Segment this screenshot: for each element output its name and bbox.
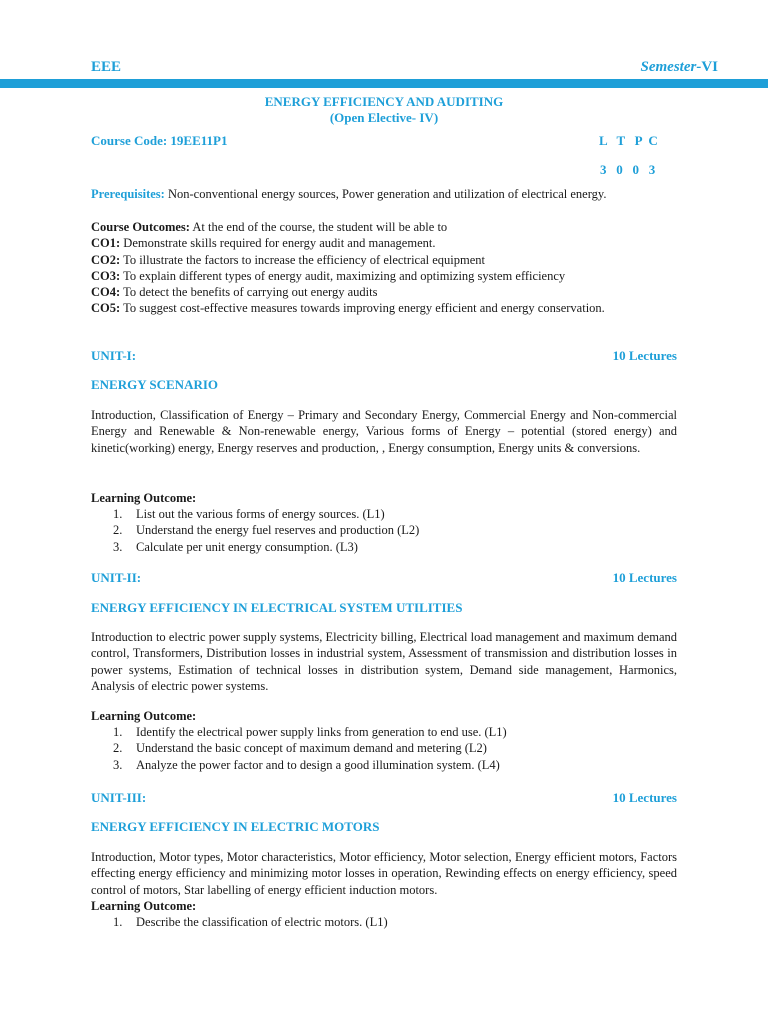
list-text: Describe the classification of electric motors. (L1) <box>136 915 388 929</box>
header-rule <box>0 79 768 88</box>
co-text: Demonstrate skills required for energy audit and management. <box>120 236 436 251</box>
co-text: To suggest cost-effective measures towards improving energy efficient and energy conservation. <box>120 301 605 316</box>
prerequisites-label: Prerequisites: <box>91 187 165 201</box>
list-item <box>91 914 677 930</box>
ltpc-values: 3 0 0 3 <box>600 162 656 177</box>
course-subtitle: (Open Elective- IV) <box>329 110 439 125</box>
unit-1-label: UNIT-I: <box>91 348 137 363</box>
list-item <box>91 539 677 555</box>
list-text: Understand the basic concept of maximum demand and metering (L2) <box>136 741 487 756</box>
list-number: 1. <box>113 915 123 929</box>
co-text: To detect the benefits of carrying out energy audits <box>120 285 378 300</box>
ltpc-labels: L T P C <box>599 133 658 148</box>
list-item <box>91 757 677 773</box>
co-item <box>91 300 691 316</box>
unit-1-title: ENERGY SCENARIO <box>91 377 219 392</box>
list-item <box>91 522 677 538</box>
unit-2-lectures: 10 Lectures <box>612 570 677 585</box>
co-item <box>91 268 691 284</box>
co-code: CO2: <box>91 252 121 267</box>
semester-value: VI <box>701 59 718 75</box>
unit-2-title: ENERGY EFFICIENCY IN ELECTRICAL SYSTEM UTILITIES <box>91 600 463 615</box>
semester-label <box>641 59 719 76</box>
list-item <box>91 506 677 522</box>
unit-2-lo-label: Learning Outcome: <box>91 709 197 723</box>
list-number: 1. <box>113 725 123 739</box>
course-code: Course Code: 19EE11P1 <box>91 133 228 148</box>
prerequisites <box>91 186 691 202</box>
co-text: To illustrate the factors to increase the efficiency of electrical equipment <box>120 252 485 267</box>
co-code: CO4: <box>91 285 121 300</box>
department-label: EEE <box>91 59 122 75</box>
unit-3-title: ENERGY EFFICIENCY IN ELECTRIC MOTORS <box>91 819 380 834</box>
course-outcomes-label: Course Outcomes: <box>91 220 190 234</box>
course-outcomes-intro <box>91 219 691 235</box>
unit-3-body: Introduction, Motor types, Motor characteristics, Motor efficiency, Motor selection, Energy efficient motors, Factors effecting energy efficiency and minimizing motor losses in operation, Rewinding effects on energy efficiency, speed control of motors, Star labelling of energy efficient induction motors. <box>91 850 677 897</box>
course-outcomes <box>91 219 691 317</box>
co-code: CO5: <box>91 301 121 316</box>
co-code: CO1: <box>91 236 121 251</box>
unit-1-lo-list <box>91 506 677 555</box>
co-item <box>91 235 691 251</box>
list-text: Calculate per unit energy consumption. (L3) <box>136 539 358 554</box>
co-item <box>91 252 691 268</box>
unit-3-label: UNIT-III: <box>91 790 147 805</box>
unit-1-body: Introduction, Classification of Energy – Primary and Secondary Energy, Commercial Energy and Non-commercial Energy and Renewable & Non-renewable energy, Various forms of Energy – potential (stored energy) and kinetic(working) energy, Energy reserves and production, , Energy consumption, Energy units & conversions. <box>91 408 677 455</box>
unit-3-lo-list <box>91 914 677 930</box>
co-text: To explain different types of energy audit, maximizing and optimizing system efficiency <box>120 268 566 283</box>
list-text: Analyze the power factor and to design a good illumination system. (L4) <box>136 757 500 772</box>
course-outcomes-intro-text: At the end of the course, the student will be able to <box>189 220 448 234</box>
unit-3-lo-label: Learning Outcome: <box>91 899 197 913</box>
semester-prefix: Semester- <box>640 59 702 75</box>
co-code: CO3: <box>91 268 121 283</box>
list-number: 1. <box>113 507 123 521</box>
list-number: 3. <box>113 757 123 772</box>
unit-2-label: UNIT-II: <box>91 570 142 585</box>
list-number: 3. <box>113 539 123 554</box>
unit-1-lo-label: Learning Outcome: <box>91 491 197 505</box>
list-item <box>91 724 677 740</box>
co-item <box>91 284 691 300</box>
course-title: ENERGY EFFICIENCY AND AUDITING <box>264 94 504 109</box>
list-number: 2. <box>113 741 123 756</box>
unit-2-body: Introduction to electric power supply systems, Electricity billing, Electrical load management and maximum demand control, Transformers, Distribution losses in industrial system, Assessment of transmission and distribution losses in power systems, Estimation of technical losses in distribution system, Demand side management, Harmonics, Analysis of electric power systems. <box>91 630 677 693</box>
list-text: Identify the electrical power supply links from generation to end use. (L1) <box>136 725 507 739</box>
unit-3-lectures: 10 Lectures <box>612 790 677 805</box>
unit-2-lo-list <box>91 724 677 773</box>
list-item <box>91 740 677 756</box>
prerequisites-text: Non-conventional energy sources, Power generation and utilization of electrical energy. <box>164 187 607 201</box>
list-text: List out the various forms of energy sources. (L1) <box>136 507 385 521</box>
list-text: Understand the energy fuel reserves and production (L2) <box>136 523 420 538</box>
unit-1-lectures: 10 Lectures <box>612 348 677 363</box>
list-number: 2. <box>113 523 123 538</box>
